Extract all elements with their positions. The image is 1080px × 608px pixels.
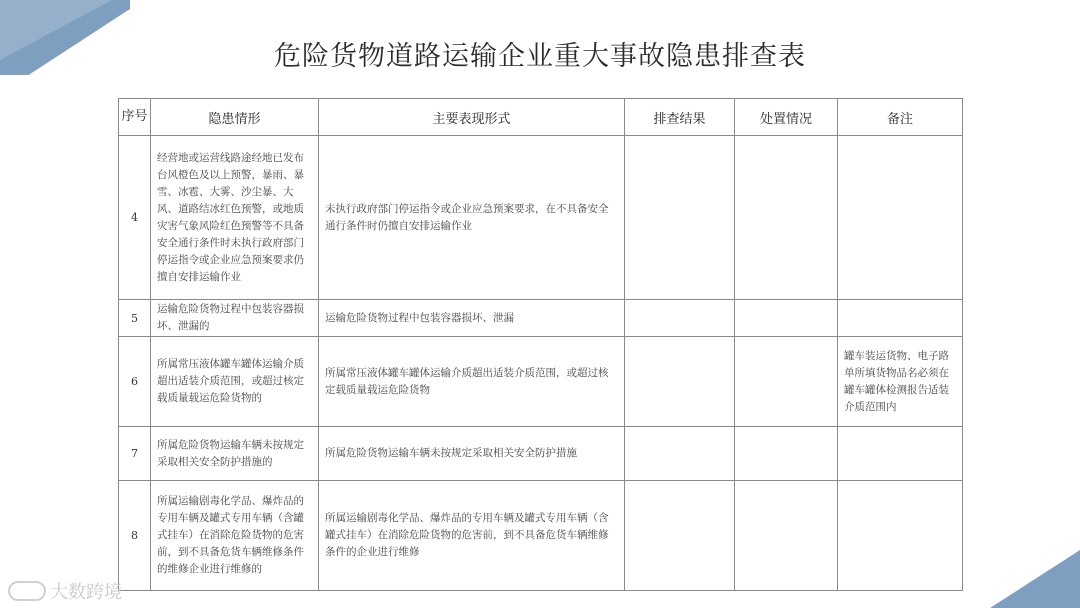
- row-seq: 5: [119, 300, 151, 337]
- row-handling[interactable]: [735, 337, 838, 427]
- table-row: [119, 337, 963, 427]
- row-seq: 6: [119, 337, 151, 427]
- table-row: [119, 481, 963, 591]
- row-seq: 8: [119, 481, 151, 591]
- table-row: [119, 427, 963, 481]
- header-result: 排查结果: [625, 99, 735, 136]
- row-result[interactable]: [625, 337, 735, 427]
- row-manifestation: 所属常压液体罐车罐体运输介质超出适装介质范围，或超过核定载质量载运危险货物: [319, 337, 625, 427]
- header-situation: 隐患情形: [151, 99, 319, 136]
- row-situation: 所属运输剧毒化学品、爆炸品的专用车辆及罐式专用车辆（含罐式挂车）在消除危险货物的危害前，到不具备危货车辆维修条件的维修企业进行维修的: [151, 481, 319, 591]
- row-situation: 所属常压液体罐车罐体运输介质超出适装介质范围，或超过核定载质量载运危险货物的: [151, 337, 319, 427]
- row-handling[interactable]: [735, 481, 838, 591]
- row-seq: 7: [119, 427, 151, 481]
- row-situation: 经营地或运营线路途经地已发布台风橙色及以上预警，暴雨、暴雪、冰雹、大雾、沙尘暴、大风、道路结冰红色预警，或地质灾害气象风险红色预警等不具备安全通行条件时未执行政府部门停运指令或企业应急预案要求仍擅自安排运输作业: [151, 136, 319, 300]
- row-manifestation: 未执行政府部门停运指令或企业应急预案要求，在不具备安全通行条件时仍擅自安排运输作业: [319, 136, 625, 300]
- row-remark: [838, 300, 963, 337]
- header-seq: 序号: [119, 99, 151, 136]
- row-manifestation: 所属运输剧毒化学品、爆炸品的专用车辆及罐式专用车辆（含罐式挂车）在消除危险货物的危害前，到不具备危货车辆维修条件的企业进行维修: [319, 481, 625, 591]
- row-situation: 所属危险货物运输车辆未按规定采取相关安全防护措施的: [151, 427, 319, 481]
- row-situation: 运输危险货物过程中包装容器损坏、泄漏的: [151, 300, 319, 337]
- row-result[interactable]: [625, 481, 735, 591]
- row-handling[interactable]: [735, 136, 838, 300]
- row-remark: [838, 481, 963, 591]
- watermark-text: 大数跨境: [50, 582, 122, 603]
- row-result[interactable]: [625, 300, 735, 337]
- corner-decoration-bottom-right: [990, 550, 1080, 608]
- row-handling[interactable]: [735, 427, 838, 481]
- header-manifestation: 主要表现形式: [319, 99, 625, 136]
- row-handling[interactable]: [735, 300, 838, 337]
- row-manifestation: 所属危险货物运输车辆未按规定采取相关安全防护措施: [319, 427, 625, 481]
- table-row: [119, 300, 963, 337]
- row-manifestation: 运输危险货物过程中包装容器损坏、泄漏: [319, 300, 625, 337]
- row-remark: [838, 427, 963, 481]
- header-handling: 处置情况: [735, 99, 838, 136]
- row-remark: 罐车装运货物、电子路单所填货物品名必须在罐车罐体检测报告适装介质范围内: [838, 337, 963, 427]
- watermark: [8, 578, 122, 604]
- page-title: 危险货物道路运输企业重大事故隐患排查表: [274, 41, 806, 72]
- watermark-logo-icon: [8, 581, 46, 601]
- row-result[interactable]: [625, 427, 735, 481]
- table-row: [119, 136, 963, 300]
- table-header-row: [119, 99, 963, 136]
- hazard-checklist-table: [118, 98, 963, 591]
- header-remark: 备注: [838, 99, 963, 136]
- row-result[interactable]: [625, 136, 735, 300]
- row-seq: 4: [119, 136, 151, 300]
- row-remark: [838, 136, 963, 300]
